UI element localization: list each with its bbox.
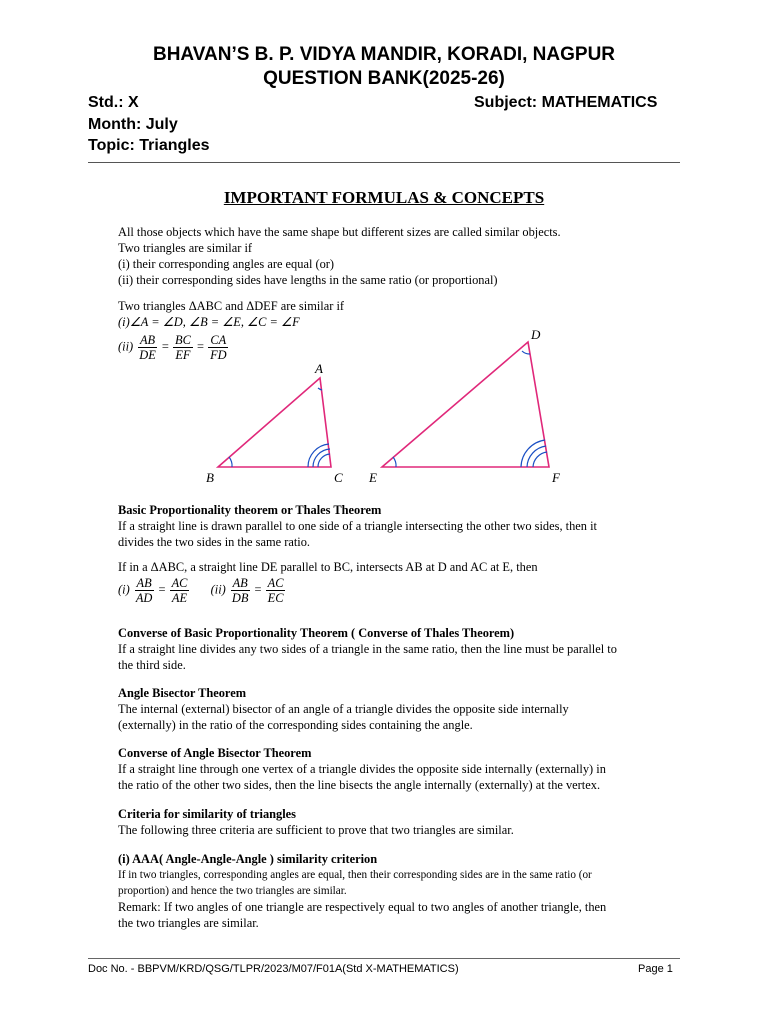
abt-text-2: (externally) in the ratio of the corresponding sides containing the angle. — [118, 718, 473, 732]
fraction-ca-fd: $\frac{CA}{FD}$ — [210, 333, 227, 362]
month-label: Month: July — [88, 116, 178, 133]
intro-line-1: All those objects which have the same shape but different sizes are called similar objects. — [118, 225, 561, 239]
converse-bpt-section — [118, 625, 666, 673]
fraction-ab-db: $\frac{AB}{DB}$ — [231, 576, 249, 605]
label-c: C — [334, 470, 343, 485]
angle-e-arc — [393, 457, 396, 467]
aaa-heading: (i) AAA( Angle-Angle-Angle ) similarity criterion — [118, 852, 378, 866]
converse-abt-heading: Converse of Angle Bisector Theorem — [118, 746, 312, 760]
bpt-heading: Basic Proportionality theorem or Thales Theorem — [118, 503, 382, 517]
equals-sign: = — [161, 339, 169, 354]
converse-abt-text-1: If a straight line through one vertex of a triangle divides the opposite side internally (externally) in — [118, 762, 606, 776]
fraction-ac-ec: $\frac{AC}{EC}$ — [267, 576, 284, 605]
bpt-text-3: If in a ΔABC, a straight line DE parallel to BC, intersects AB at D and AC at E, then — [118, 560, 538, 574]
equals-sign: = — [158, 582, 166, 597]
subject-value: MATHEMATICS — [541, 94, 658, 111]
label-e: E — [369, 470, 377, 485]
main-heading: IMPORTANT FORMULAS & CONCEPTS — [223, 188, 545, 207]
intro-line-2: Two triangles are similar if — [118, 241, 253, 255]
angle-f-arc-1 — [533, 452, 547, 467]
angle-c-arc-1 — [318, 454, 330, 467]
abt-section — [118, 685, 666, 733]
topic-label: Topic: Triangles — [88, 137, 210, 154]
angle-b-arc — [229, 457, 232, 467]
fraction-ab-ad: $\frac{AB}{AD}$ — [135, 576, 153, 605]
aaa-text-2: proportion) and hence the two triangles are similar. — [118, 885, 347, 897]
similar-triangles-figure — [0, 320, 768, 495]
aaa-remark-2: the two triangles are similar. — [118, 916, 259, 930]
bpt-text-1: If a straight line is drawn parallel to one side of a triangle intersecting the other two sides, then it — [118, 519, 597, 533]
label-f: F — [552, 470, 560, 485]
converse-abt-text-2: the ratio of the other two sides, then the line bisects the angle internally (externally) at the vertex. — [118, 778, 601, 792]
ratio-ii-label: (ii) — [118, 339, 134, 354]
subject-line — [474, 94, 657, 112]
label-b: B — [206, 470, 214, 485]
std-label: Std.: X — [88, 94, 139, 111]
intro-line-3: (i) their corresponding angles are equal (or) — [118, 257, 335, 271]
footer-divider — [88, 958, 680, 959]
intro-line-4: (ii) their corresponding sides have lengths in the same ratio (or proportional) — [118, 273, 498, 287]
bpt-ratios — [118, 576, 378, 605]
fraction-bc-ef: $\frac{BC}{EF}$ — [175, 333, 191, 362]
similar-line-2: (i)∠A = ∠D, ∠B = ∠E, ∠C = ∠F — [118, 315, 300, 329]
aaa-remark-1: Remark: If two angles of one triangle are respectively equal to two angles of another triangle, then — [118, 900, 607, 914]
converse-bpt-text-2: the third side. — [118, 658, 186, 672]
aaa-section — [118, 851, 666, 931]
bpt-section — [118, 502, 666, 575]
triangle-abc — [218, 378, 331, 467]
converse-abt-section — [118, 745, 666, 793]
bpt-text-2: divides the two sides in the same ratio. — [118, 535, 311, 549]
triangle-def — [382, 342, 549, 467]
subject-label: Subject: — [474, 94, 542, 111]
similar-line-1: Two triangles ΔABC and ΔDEF are similar if — [118, 299, 345, 313]
abt-text-1: The internal (external) bisector of an angle of a triangle divides the opposite side internally — [118, 702, 569, 716]
angle-f-arc-2 — [527, 446, 546, 467]
equals-sign: = — [254, 582, 262, 597]
criteria-section — [118, 806, 666, 838]
question-bank-title: QUESTION BANK(2025-26) — [263, 68, 505, 89]
label-d: D — [531, 327, 541, 342]
fraction-ac-ae: $\frac{AC}{AE}$ — [171, 576, 188, 605]
page-number: Page 1 — [638, 963, 673, 975]
criteria-text-1: The following three criteria are sufficient to prove that two triangles are similar. — [118, 823, 514, 837]
equals-sign: = — [196, 339, 204, 354]
label-a: A — [315, 361, 323, 376]
converse-bpt-heading: Converse of Basic Proportionality Theorem ( Converse of Thales Theorem) — [118, 626, 515, 640]
bpt-ii-label: (ii) — [210, 582, 226, 597]
aaa-text-1: If in two triangles, corresponding angles are equal, then their corresponding sides are in the same ratio (or — [118, 869, 592, 881]
school-name: BHAVAN’S B. P. VIDYA MANDIR, KORADI, NAGPUR — [152, 44, 616, 65]
bpt-i-label: (i) — [118, 582, 130, 597]
converse-bpt-text-1: If a straight line divides any two sides of a triangle in the same ratio, then the line must be parallel to — [118, 642, 617, 656]
header-divider — [88, 162, 680, 163]
intro-block — [118, 224, 666, 288]
abt-heading: Angle Bisector Theorem — [118, 686, 247, 700]
fraction-ab-de: $\frac{AB}{DE}$ — [139, 333, 156, 362]
doc-number: Doc No. - BBPVM/KRD/QSG/TLPR/2023/M07/F01A(Std X-MATHEMATICS) — [88, 963, 459, 975]
criteria-heading: Criteria for similarity of triangles — [118, 807, 297, 821]
